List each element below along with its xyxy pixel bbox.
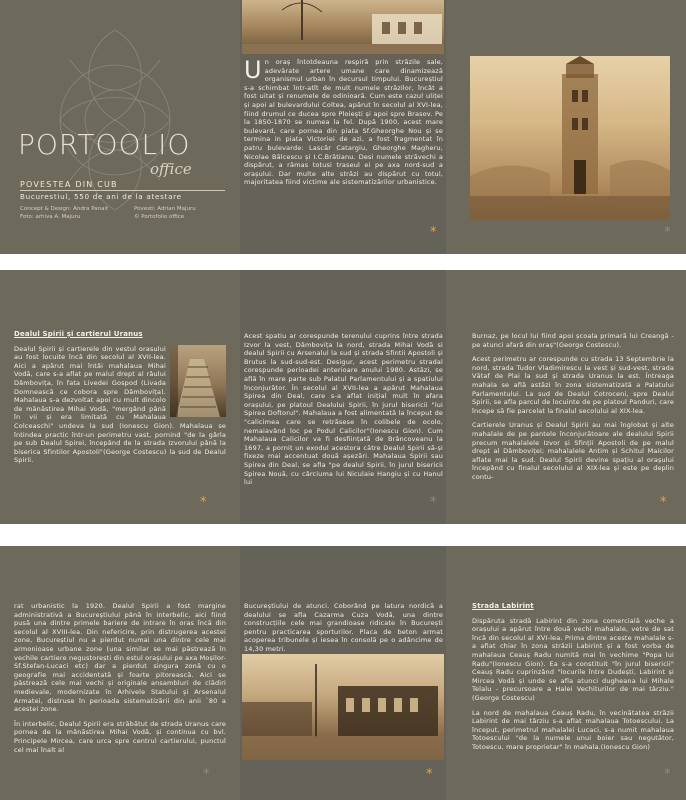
col-row3-1 bbox=[14, 602, 226, 754]
tower-photo bbox=[470, 56, 670, 219]
col-row3-1b: În interbelic, Dealul Spirii era străbătut de strada Uranus care pornea de la mânăstirea Mihai Vodă, și continua cu bvl. Principele Mircea, care urca spre centrul cartierului, punctul cel mai înalt al bbox=[14, 719, 226, 754]
uranus-col2-panel bbox=[240, 270, 446, 524]
col-labirint-b: La nord de mahalaua Ceauș Radu, în vecinătatea străzii Labirint de mai târziu s-a aflat mahalaua Totoescului. La început, perimetrul mahalalei Lucaci, s-a numit mahalaua Totoescului "de la numele unui boier sau negutător, Totoescu, mare proprietar" în mahala.(Ionescu Gion) bbox=[472, 708, 674, 751]
title-divider bbox=[20, 190, 225, 191]
credit-photo: Foto: arhiva A. Majuru bbox=[20, 214, 81, 220]
labirint-panel bbox=[446, 546, 686, 800]
col-uranus-2: Acest spatiu ar corespunde terenului cuprins între strada Izvor la vest, Dâmbovița la nord, strada Mihai Vodă si dealul Spirii cu Arsenalul la sud și strada Sfintii Apostoli și Brutus la sud-sud-est. Desigur, acest perimetru stradal corespunde perioadei anterioare anului 1980. Astăzi, se află în mare parte sub Palatul Parlamentului și a spatiului înconjurător. În secolul al XVII-lea a apărut Mahalaua Spirea din Deal, care s-a aflat inițial mult în afara orașului, pe platoul Dealului Spirii, în jurul bisericii "lui Spirea Doftorul". Mahalaua a fost alimentată la început de "calicimea care se retrăsese în colibele de ocolo, nemaiavând loc pe Podul Calicilor"(Ionescu Gion). Cum Mahalaua Calicilor va fi desființată de Brâncoveanu la 1697, a pornit un exodul acestora către Dealul Spirii să-și fixeze mai accentuat două așezări. Mahalaua Spirii sau Spirea din Deal, se afla "pe dealul Spirii, în jurul bisericii Spirea Nouă, cu cârciuma lui Niculaie Hangiu și cu Hanul lui bbox=[244, 332, 443, 487]
section-title-labirint: Strada Labirint bbox=[472, 602, 534, 610]
cazarma-panel bbox=[240, 546, 446, 800]
col-row3-1a: rat urbanistic la 1920. Dealul Spirii a fost margine administrativă a Bucureștiului până în interbelic, aici fiind pusă una dintre primele bariere de intrare în oras încă din secolul al XVIII-lea. Din nefericire, prin distrugerea acestei zone, Bucureștiul nu a pierdut numai una dintre cele mai armonioase urbane zone (una similar se mai păstrează în vechile cartiere negustorești din estul orașului pe axa Moșilor-Sf.Stefan-Lucaci etc) dar a pierdut singura zonă cu o geografie mai accidentată și foarte pitorească. Aici se păstrează cele mai vechi și originale ansambluri de clădiri medievale, modernizate în Arhivele Statului și Arsenalul Armatei, distruse în perioada sistematizării din anii `80 a acestei zone. bbox=[14, 602, 226, 714]
credit-copyright: © Portofolio office bbox=[134, 214, 185, 220]
stairs-photo bbox=[170, 345, 226, 417]
cover-panel bbox=[0, 0, 240, 254]
col-labirint bbox=[472, 602, 674, 752]
page-star-orange: * bbox=[200, 495, 207, 510]
dealul-spirii-continued-panel bbox=[0, 546, 240, 800]
intro-paragraph: n oraș întotdeauna respiră prin străzile sale, adevărate artere umane care dinamizează organismul urban în decursul timpului. Bucureștiul s-a schimbat într-atît de mult numele străzilor, încât a fost uitat și renumele de odinioară. Cum este cazul uliței și apoi al bulevardului Coltea, apărut în secolul al XVI-lea, fiind drumul ce ducea spre Ploiești și apoi spre Brasov. Pe la 1850-1870 se numea la fel. După 1900, acest mare bulevard, care pornea din piata Sf.Gheorghe Nou și se termina in piata Victoriei de azi, a fost fragmentat în patru bulevarde: Lascăr Catargiu, Gheorghe Magheru, Nicolae Bălcescu și I.C.Brătianu. Desi numele străvechi a dispărut, a rămas totusi traseul ei pe axa nord-sud a orașului. Dar multe alte străzi au dispărut cu totul, majoritatea fiind victime ale sistematizărilor urbanistice. bbox=[244, 58, 443, 187]
page-star-orange: * bbox=[430, 225, 437, 240]
credit-texts: Povesti: Adrian Majuru bbox=[134, 206, 196, 212]
intro-panel bbox=[240, 0, 446, 254]
drop-cap: U bbox=[244, 56, 262, 84]
section-dealul-spirii-panel bbox=[0, 270, 240, 524]
col-uranus-3b: Acest perimetru ar corespunde cu strada 13 Septembrie la nord, strada Tudor Vladimirescu la vest și sud-vest, strada Vătaf de Plai la sud și strada Uranus la est. Întreaga mahala se află astăzi în zona sistematizată a Palatului Parlamentului. La sud de Dealul Cotroceni, spre Dealul Spirii, se afla parcul de locuinte de pe platoul Panduri, care începe să fie parcelat la finalul secolului al XIX-lea. bbox=[472, 355, 674, 415]
intro-text bbox=[244, 58, 443, 187]
col-uranus-1 bbox=[14, 330, 226, 465]
page-star-grey: * bbox=[430, 495, 437, 510]
tower-panel bbox=[446, 0, 686, 254]
series-subtitle: Bucurestiul, 550 de ani de la atestare bbox=[20, 192, 182, 201]
brand-sub: office bbox=[150, 160, 192, 178]
page-star-grey: * bbox=[203, 767, 210, 782]
col-uranus-3 bbox=[472, 332, 674, 482]
page-star-grey: * bbox=[664, 767, 671, 782]
street-photo-top bbox=[242, 0, 444, 54]
street-photo-bottom bbox=[242, 654, 444, 760]
brand-logo: PORTOOLIO bbox=[18, 128, 191, 161]
credit-concept: Concept & Design: Andra Panait bbox=[20, 206, 109, 212]
col-uranus-3c: Cartierele Uranus și Dealul Spirii au mai înglobat și alte mahalale de pe pantele înconjurătoare ale dealului Spirii precum mahalalele Izvor și Sfinții Apostoli de pe malul drept al Dâmboviței; mahalalele Antim și Schitul Maicilor aflate mai la sud. Dealul Spirii devine spațiu al orașului începând cu finalul secolului al XIX-lea și este pe deplin contu- bbox=[472, 421, 674, 481]
page-star-orange: * bbox=[426, 767, 433, 782]
col-uranus-1-text: Dealul Spirii și cartierele din vestul orasului au fost locuite încă din secolul al XVII-lea. Aici a apărut mai întâi mahalaua Mihai Vodă, care s-a aflat pe malul drept al râului Dâmbovița, în fata Livedei Gospod (Livada Domnească ce cobora spre Dâmbovița). Mahalaua s-a dezvoltat apoi cu mult dincolo de mănăstirea Mihai Vodă, "mergând până în vii și era limitată cu Mahalaua Colceaschi" undeva la sud (Ionescu Gion). Mahalaua se întindea practic într-un perimetru vast, pornind "de la gârla pe sub Dealul Spirei, începând de la strada Izvorului până la biserica Sfintilor Apostoli"(George Costescu) la sud de Dealul Spirii. bbox=[14, 344, 226, 465]
page-star-grey: * bbox=[664, 225, 671, 240]
col-uranus-3a: Burnaz, pe locul lui fiind apoi școala primară lui Creangă - pe atunci afară din oraș"(George Costescu). bbox=[472, 332, 674, 349]
col-labirint-a: Dispăruta stradă Labirint din zona comercială veche a orașului a apărut între două vechi mahalale, vetre de sat încă din secolul al XVI-lea. Prima dintre aceste mahalale s-a aflat chiar în zona străzii Labirint și a fost vorba de mahalaua Ceauș Radu numită mai în vechime "Popa lui Radu"(Ionescu Gion). Ea s-a constituit "în jurul bisericii" Ceauș Radu cuprinzând "locurile între Dudești, Labirint și Mircea Vodă și unde se afla atunci dugheana lui Mihale Telalu - precursoare a Halei Vechiturilor de mai târziu."(George Costescu) bbox=[472, 616, 674, 702]
page-star-orange: * bbox=[660, 495, 667, 510]
col-row3-2: Bucureștiului de atunci. Coborând pe latura nordică a dealului se afla Cazarma Cuza Vodă, una dintre construcțiile cele mai grandioase ridicate în București pentru practicarea sporturilor. Placa de beton armat acoperea tribunele și iesea în consolă pe o adâncime de 14,30 metri. bbox=[244, 602, 443, 653]
uranus-col3-panel bbox=[446, 270, 686, 524]
series-title: POVESTEA DIN CUB bbox=[20, 180, 118, 189]
section-title-uranus: Dealul Spirii și cartierul Uranus bbox=[14, 330, 143, 338]
